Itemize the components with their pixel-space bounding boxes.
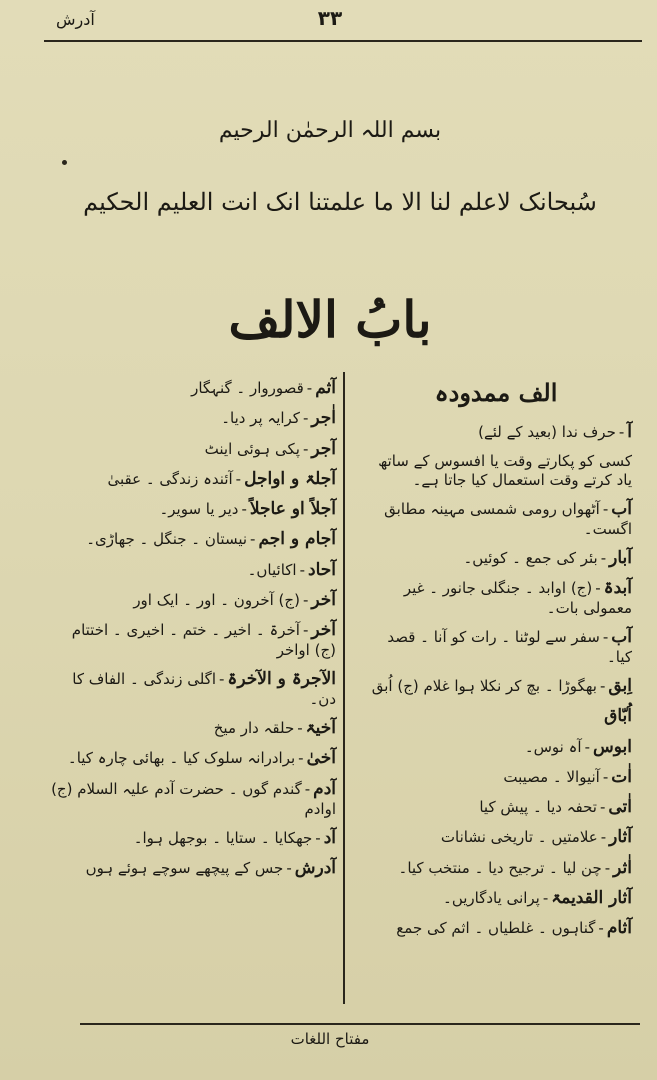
entry-word: آدرش [294,857,336,878]
entry-word: اٰتی [608,797,632,817]
left-entry-list [50,378,336,879]
entry-separator: - [600,548,607,567]
bismillah: بسم اللہ الرحمٰن الرحیم [218,118,442,143]
entry-meaning: قصوروار ۔ گنہگار [191,379,304,397]
dictionary-entry [360,827,632,848]
entry-meaning: کسی کو پکارتے وقت یا افسوس کے ساتھ یاد کرتے وقت استعمال کیا جاتا ہے۔ [378,452,632,489]
dictionary-entry [360,499,632,539]
entry-separator: - [602,499,609,518]
entry-word: الآجرۃ و الآخرۃ [227,669,336,689]
entry-meaning: جس کے پیچھے سوچے ہوئے ہوں [85,858,284,877]
entry-meaning: بئر کی جمع ۔ کوئیں۔ [463,548,598,567]
entry-separator: - [297,719,303,737]
entry-separator: - [286,858,292,877]
entry-separator: - [604,858,611,877]
entry-meaning: آنیوالا ۔ مصیبت [503,767,600,786]
entry-word: آبار [609,547,632,568]
page-number: ۳۳ [317,6,343,30]
entry-word: اِبق [608,676,632,696]
entry-meaning: (ج) آخرون ۔ اور ۔ ایک اور [133,590,300,609]
entry-word: آبدۃ [603,578,632,598]
dictionary-entry [50,439,336,460]
entry-separator: - [298,749,304,768]
entry-word: اٰجر [311,408,336,429]
dictionary-entry [360,676,632,697]
entry-separator: - [599,677,606,695]
entry-separator: - [598,919,604,937]
dictionary-entry [50,529,336,550]
entry-separator: - [618,423,625,441]
entry-meaning: کرایہ پر دیا۔ [221,409,300,428]
entry-separator: - [602,628,609,646]
entry-meaning: اکائیاں۔ [247,560,297,579]
dictionary-entry [50,590,336,611]
entry-word: آجام و اجم [258,529,336,550]
dictionary-entry [50,499,336,520]
entry-meaning: آٹھواں رومی شمسی مہینہ مطابق اگست۔ [384,499,632,538]
entry-separator: - [542,888,549,907]
dictionary-entry [50,620,336,660]
entry-word: اٰثر [613,857,632,878]
entry-separator: - [600,828,607,847]
entry-word: آخر [311,589,336,610]
dictionary-entry [50,858,336,879]
entry-meaning: نیستان ۔ جنگل ۔ جھاڑی۔ [86,530,248,549]
entry-separator: - [302,621,309,639]
ink-dot [62,160,67,165]
dictionary-entry [50,779,336,819]
dictionary-entry [360,422,632,443]
entry-separator: - [235,469,242,488]
entry-separator: - [218,670,225,688]
entry-meaning: گناہوں ۔ غلطیاں ۔ اثم کی جمع [396,919,596,937]
entry-meaning: آخرۃ ۔ اخیر ۔ ختم ۔ اخیری ۔ اختتام (ج) اواخر [71,621,336,660]
dictionary-entry [360,767,632,788]
entry-word: آ [627,422,632,442]
entry-separator: - [315,828,321,847]
left-column [50,378,336,888]
entry-meaning: آئندہ زندگی ۔ عقبیٰ [107,469,233,488]
entry-separator: - [299,560,306,579]
entry-word: آخر [311,620,336,640]
dictionary-entry [360,706,632,727]
dictionary-entry [360,578,632,618]
dictionary-entry [360,918,632,939]
entry-word: اُبّاق [604,706,632,727]
dictionary-entry [50,828,336,849]
dictionary-entry [360,797,632,818]
entry-meaning: حرف ندا (بعید کے لئے) [478,423,616,441]
quran-verse: سُبحانک لاعلم لنا الا ما علمتنا انک انت العلیم الحکیم [83,188,597,216]
entry-meaning: تحفہ دیا ۔ پیش کیا [479,798,597,816]
chapter-title: بابُ الالف [228,290,432,349]
entry-meaning: حلقہ دار میخ [213,719,295,737]
footer-title: مفتاح اللغات [290,1030,370,1048]
entry-meaning: گندم گوں ۔ حضرت آدم علیہ السلام (ج) اوادم [51,779,336,818]
entry-word: آثار القدیمۃ [551,887,632,908]
entry-word: آخیۃ [305,718,336,738]
entry-word: آب [611,498,632,519]
entry-meaning: دیر یا سویر۔ [159,500,239,518]
entry-separator: - [241,500,247,518]
dictionary-entry [50,469,336,490]
dictionary-entry [360,888,632,909]
entry-word: ابوس [593,736,632,757]
entry-separator: - [602,767,609,786]
entry-separator: - [302,590,309,609]
dictionary-entry [50,748,336,769]
column-divider [343,372,345,1004]
entry-word: آدم [313,778,336,799]
entry-meaning: برادرانہ سلوک کیا ۔ بھائی چارہ کیا۔ [67,749,296,768]
right-entry-list [360,422,632,939]
entry-word: آب [611,627,632,647]
entry-meaning: پرانی یادگاریں۔ [443,888,540,907]
entry-word: آد [323,827,336,848]
dictionary-entry [50,560,336,581]
entry-word: آثام [606,918,632,938]
entry-word: آجر [311,438,336,459]
entry-meaning: بھگوڑا ۔ بچ کر نکلا ہوا غلام (ج) اُبق [371,677,597,695]
entry-separator: - [302,439,309,458]
entry-separator: - [595,579,601,597]
entry-word: آخیٰ [306,748,336,769]
entry-word: آثم [315,378,336,398]
entry-meaning: آہ نوس۔ [524,737,582,756]
entry-word: آجلۃ و اواجل [244,468,336,489]
section-heading: الف ممدودہ [434,378,558,407]
dictionary-entry [50,669,336,709]
running-header: آدرش [56,10,95,29]
entry-separator: - [250,530,256,549]
entry-separator: - [306,379,313,397]
entry-word: آجلاً او عاجلاً [249,499,336,519]
entry-word: آحاد [308,559,336,580]
entry-separator: - [599,798,606,816]
dictionary-entry [50,408,336,429]
dictionary-entry [360,452,632,490]
entry-word: آثار [609,827,632,848]
bottom-rule [80,1023,640,1025]
entry-meaning: سفر سے لوٹنا ۔ رات کو آنا ۔ قصد کیا۔ [387,628,632,667]
entry-word: اٰت [611,766,632,787]
entry-meaning: چن لیا ۔ ترجیح دیا ۔ منتخب کیا۔ [398,858,602,877]
entry-meaning: علامتیں ۔ تاریخی نشانات [440,828,598,847]
entry-meaning: پکی ہوئی اینٹ [204,439,300,458]
top-rule [44,40,642,42]
entry-meaning: اگلی زندگی ۔ الفاف کا دن۔ [72,670,336,709]
dictionary-entry [50,378,336,399]
entry-separator: - [304,779,311,798]
dictionary-entry [360,858,632,879]
entry-meaning: جھکایا ۔ ستایا ۔ بوجھل ہوا۔ [133,828,313,847]
entry-separator: - [584,737,590,756]
dictionary-entry [360,627,632,667]
dictionary-entry [50,718,336,739]
entry-meaning: (ج) اوابد ۔ جنگلی جانور ۔ غیر معمولی بات۔ [403,579,632,618]
dictionary-entry [360,548,632,569]
dictionary-entry [360,737,632,758]
entry-separator: - [302,409,309,428]
right-column [360,378,632,948]
